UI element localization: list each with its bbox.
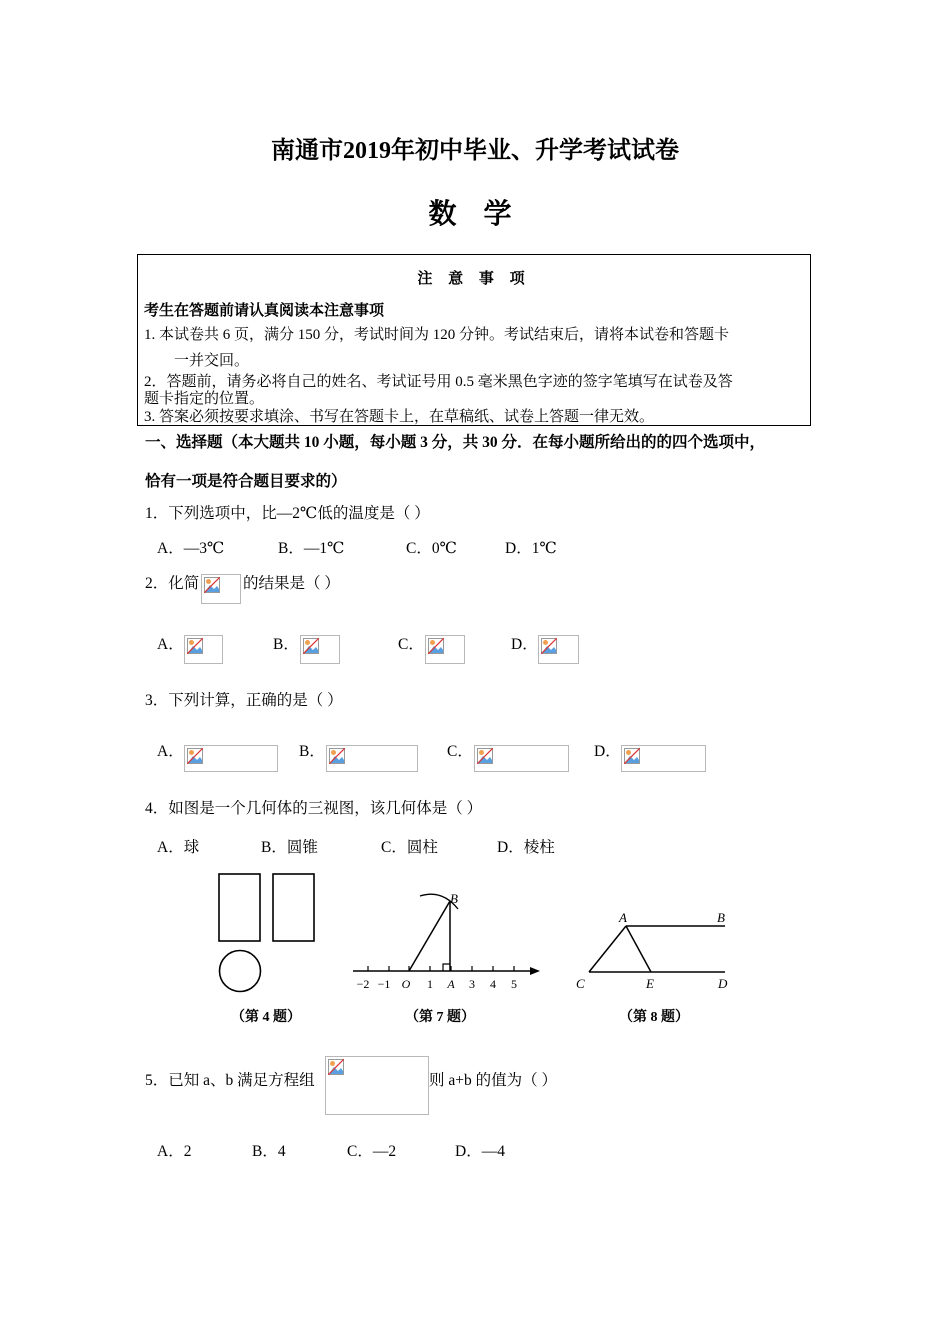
- figure-7-caption: （第 7 题）: [405, 1010, 475, 1025]
- q2-option-a-image: [184, 635, 223, 664]
- q4-option-b: B．圆锥: [261, 839, 318, 856]
- q2-option-b: B．: [273, 636, 299, 653]
- q3-option-d: D．: [594, 743, 621, 760]
- axis-arrow: [530, 967, 540, 975]
- section-1-line2: 恰有一项是符合题目要求的）: [145, 473, 347, 490]
- broken-image-icon: [303, 638, 319, 654]
- q1-option-a: A．—3℃: [157, 540, 225, 557]
- figure-8-caption: （第 8 题）: [619, 1010, 689, 1025]
- q4-option-a: A．球: [157, 839, 200, 856]
- notice-item-3: 3. 答案必须按要求填涂、书写在答题卡上，在草稿纸、试卷上答题一律无效。: [144, 409, 655, 425]
- label-b: B: [450, 891, 458, 906]
- q5-stem-pre: 5．已知 a、b 满足方程组: [145, 1072, 315, 1089]
- top-view-circle: [220, 951, 261, 992]
- segment-ac: [589, 926, 626, 972]
- tick-label: −2: [356, 977, 370, 991]
- q2-option-d: D．: [511, 636, 538, 653]
- notice-box: [137, 254, 811, 426]
- figure-4-caption: （第 4 题）: [231, 1010, 301, 1025]
- notice-item-1a: 1. 本试卷共 6 页，满分 150 分，考试时间为 120 分钟。考试结束后，请将本试卷和答题卡: [144, 327, 730, 343]
- q5-option-d: D．—4: [455, 1143, 505, 1160]
- broken-image-icon: [541, 638, 557, 654]
- label-a: A: [619, 910, 627, 925]
- q3-option-d-image: [621, 745, 706, 772]
- exam-title: 南通市2019年初中毕业、升学考试试卷: [271, 138, 679, 164]
- q2-option-c-image: [425, 635, 465, 664]
- tick-label: −1: [377, 977, 391, 991]
- tick-label: A: [447, 977, 455, 991]
- broken-image-icon: [187, 638, 203, 654]
- side-view-rect: [273, 874, 314, 941]
- q1-option-c: C．0℃: [406, 540, 457, 557]
- q1-stem: 1．下列选项中，比—2℃低的温度是（ ）: [145, 505, 430, 522]
- notice-intro: 考生在答题前请认真阅读本注意事项: [144, 303, 385, 319]
- q5-stem-post: 则 a+b 的值为（ ）: [429, 1072, 557, 1089]
- q3-option-b: B．: [299, 743, 325, 760]
- label-e: E: [646, 976, 654, 991]
- label-b: B: [717, 910, 725, 925]
- figure-4-three-views: [210, 868, 320, 998]
- tick-label: O: [401, 977, 411, 991]
- q3-option-b-image: [326, 745, 418, 772]
- tick-label: 1: [427, 977, 433, 991]
- broken-image-icon: [477, 748, 493, 764]
- tick-label: 5: [511, 977, 517, 991]
- broken-image-icon: [204, 577, 220, 593]
- q1-option-d: D．1℃: [505, 540, 557, 557]
- broken-image-icon: [329, 748, 345, 764]
- segment-ob: [409, 901, 450, 971]
- q5-option-c: C．—2: [347, 1143, 397, 1160]
- q2-stem-pre: 2．化简: [145, 575, 200, 592]
- notice-heading: 注 意 事 项: [417, 271, 531, 287]
- section-1-line1: 一、选择题（本大题共 10 小题，每小题 3 分，共 30 分．在每小题所给出的的四个选项中，: [145, 434, 766, 451]
- q3-option-a: A．: [157, 743, 184, 760]
- notice-item-2a: 2．答题前，请务必将自己的姓名、考试证号用 0.5 毫米黑色字迹的签字笔填写在试卷及答: [144, 374, 733, 390]
- notice-item-2b: 题卡指定的位置。: [144, 391, 265, 407]
- q4-stem: 4．如图是一个几何体的三视图，该几何体是（ ）: [145, 800, 483, 817]
- subject-title: 数 学: [428, 199, 522, 230]
- segment-ae: [626, 926, 651, 972]
- q3-option-c: C．: [447, 743, 473, 760]
- q4-option-c: C．圆柱: [381, 839, 438, 856]
- q5-option-b: B．4: [252, 1143, 286, 1160]
- broken-image-icon: [428, 638, 444, 654]
- q2-stem-post: 的结果是（ ）: [243, 575, 340, 592]
- q2-option-b-image: [300, 635, 340, 664]
- q3-option-c-image: [474, 745, 569, 772]
- q2-option-d-image: [538, 635, 579, 664]
- label-d: D: [718, 976, 728, 991]
- front-view-rect: [219, 874, 260, 941]
- q2-option-a: A．: [157, 636, 184, 653]
- figure-8-parallel-lines: [570, 905, 740, 1000]
- q4-option-d: D．棱柱: [497, 839, 555, 856]
- q1-option-b: B．—1℃: [278, 540, 345, 557]
- q3-stem: 3．下列计算，正确的是（ ）: [145, 692, 343, 709]
- broken-image-icon: [624, 748, 640, 764]
- q5-equation-system-image: [325, 1056, 429, 1115]
- right-angle-mark: [443, 964, 450, 971]
- tick-label: 3: [469, 977, 475, 991]
- q2-expression-image: [201, 574, 241, 604]
- q2-option-c: C．: [398, 636, 424, 653]
- q3-option-a-image: [184, 745, 278, 772]
- notice-item-1b: 一并交回。: [174, 353, 250, 369]
- label-c: C: [576, 976, 585, 991]
- tick-label: 4: [490, 977, 496, 991]
- q5-option-a: A．2: [157, 1143, 192, 1160]
- figure-7-number-line: [350, 885, 545, 995]
- broken-image-icon: [187, 748, 203, 764]
- broken-image-icon: [328, 1059, 344, 1075]
